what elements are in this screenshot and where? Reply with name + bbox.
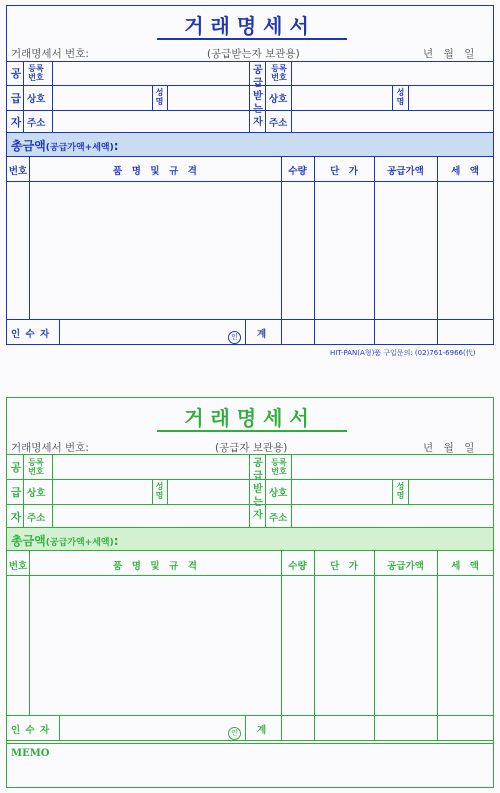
col-header-price: 단 가 xyxy=(330,166,358,177)
supplier-name-label: 성명 xyxy=(155,88,164,106)
sum-label: 계 xyxy=(257,725,267,736)
receiver-reg-no-label: 등록번호 xyxy=(271,458,287,476)
col-header-supply: 공급가액 xyxy=(387,166,424,177)
receiver-address-label: 주소 xyxy=(269,118,288,129)
col-header-no: 번호 xyxy=(8,166,28,177)
form-title: 거래명세서 xyxy=(184,14,316,38)
purchase-info-note: HIT-PAN(A형)품 구입문의: (02)761-6966(代) xyxy=(330,349,476,357)
receiver-vertical-3: 받 xyxy=(253,91,263,102)
receiver-company-label: 상호 xyxy=(269,488,288,499)
receiver-vertical-4: 는 xyxy=(253,497,263,508)
supplier-company-label: 상호 xyxy=(27,488,46,499)
receiver-vertical-3: 받 xyxy=(253,484,263,495)
supplier-vertical-2: 급 xyxy=(10,486,22,499)
supplier-address-label: 주소 xyxy=(27,118,46,129)
supplier-reg-no-label: 등록번호 xyxy=(28,458,44,476)
receiver-vertical-4: 는 xyxy=(253,104,263,115)
receiver-name-label: 성명 xyxy=(396,482,405,500)
copy-type-label: (공급받는자 보관용) xyxy=(207,48,300,60)
invoice-form-supplier-copy xyxy=(6,397,494,788)
doc-number-label: 거래명세서 번호: xyxy=(11,442,89,454)
receiver-sign-label: 인 수 자 xyxy=(11,329,51,340)
col-header-qty: 수량 xyxy=(288,561,307,572)
title-underline xyxy=(157,38,347,40)
supplier-vertical-1: 공 xyxy=(10,67,22,80)
receiver-vertical-1: 공 xyxy=(253,65,263,76)
memo-label: MEMO xyxy=(11,748,50,759)
col-header-item: 품 명 및 규 격 xyxy=(113,166,197,177)
col-header-tax: 세 액 xyxy=(451,561,479,572)
receiver-vertical-5: 자 xyxy=(253,510,263,521)
col-header-supply: 공급가액 xyxy=(387,561,424,572)
supplier-reg-no-label: 등록번호 xyxy=(28,64,44,82)
receiver-vertical-2: 급 xyxy=(253,471,263,482)
supplier-name-label: 성명 xyxy=(155,482,164,500)
supplier-vertical-2: 급 xyxy=(10,92,22,105)
supplier-vertical-1: 공 xyxy=(10,461,22,474)
title-underline xyxy=(157,430,347,432)
copy-type-label: (공급자 보관용) xyxy=(215,442,288,454)
sum-label: 계 xyxy=(257,329,267,340)
seal-mark: 인 xyxy=(228,720,241,740)
supplier-address-label: 주소 xyxy=(27,513,46,524)
receiver-vertical-5: 자 xyxy=(253,117,263,128)
seal-mark: 인 xyxy=(228,324,241,344)
col-header-qty: 수량 xyxy=(288,166,307,177)
total-amount-label: 총금액(공급가액+세액): xyxy=(11,534,119,548)
receiver-name-label: 성명 xyxy=(396,88,405,106)
col-header-item: 품 명 및 규 격 xyxy=(113,561,197,572)
receiver-vertical-2: 급 xyxy=(253,78,263,89)
receiver-address-label: 주소 xyxy=(269,513,288,524)
doc-number-label: 거래명세서 번호: xyxy=(11,48,89,60)
total-amount-label: 총금액(공급가액+세액): xyxy=(11,139,119,153)
receiver-company-label: 상호 xyxy=(269,94,288,105)
receiver-reg-no-label: 등록번호 xyxy=(271,64,287,82)
receiver-vertical-1: 공 xyxy=(253,458,263,469)
supplier-vertical-3: 자 xyxy=(10,511,22,524)
form-title: 거래명세서 xyxy=(184,406,316,430)
receiver-sign-label: 인 수 자 xyxy=(11,725,51,736)
col-header-price: 단 가 xyxy=(330,561,358,572)
invoice-form-recipient-copy xyxy=(6,5,494,345)
date-label: 년 월 일 xyxy=(423,48,475,60)
supplier-company-label: 상호 xyxy=(27,94,46,105)
col-header-tax: 세 액 xyxy=(451,166,479,177)
date-label: 년 월 일 xyxy=(423,442,475,454)
col-header-no: 번호 xyxy=(8,561,28,572)
supplier-vertical-3: 자 xyxy=(10,116,22,129)
